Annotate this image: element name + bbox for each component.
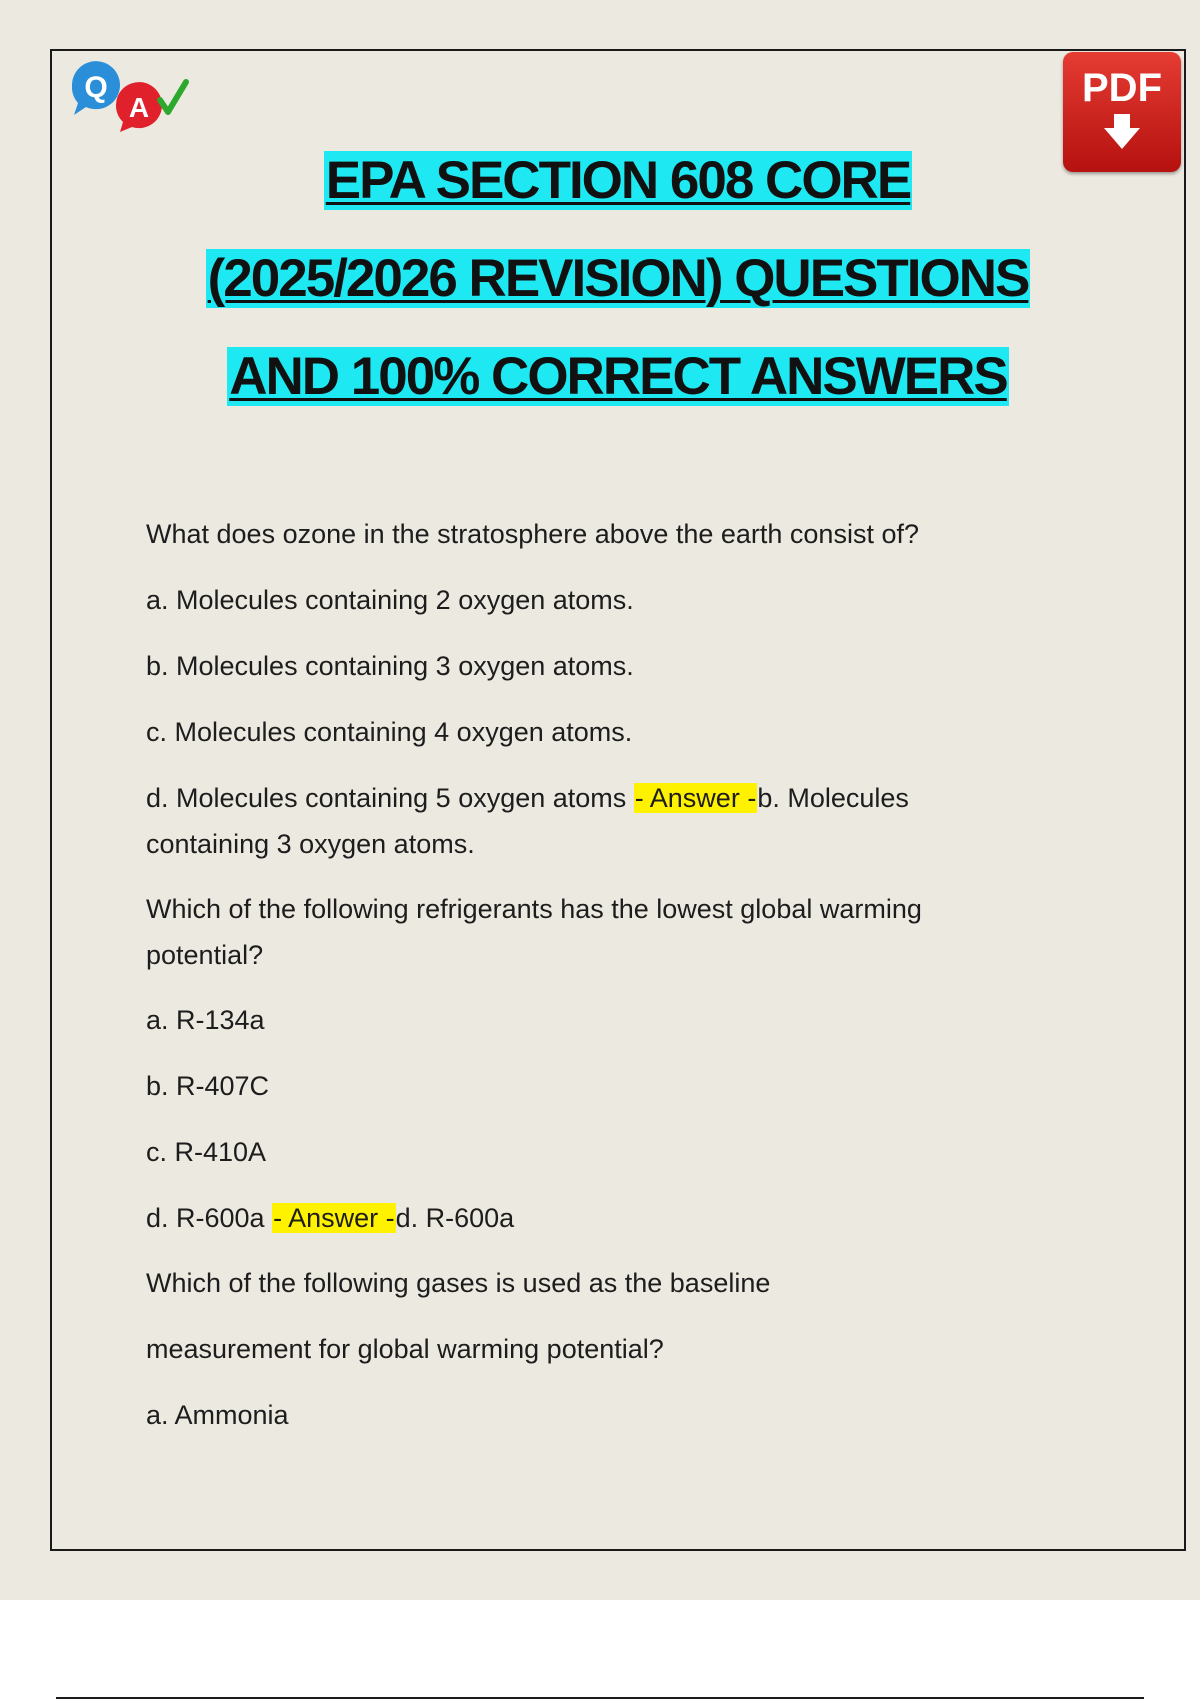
option-2c: c. R-410A [146, 1137, 267, 1167]
option-1d [146, 782, 1046, 814]
option-2a: a. R-134a [146, 1005, 265, 1035]
question-3-line-2: measurement for global warming potential? [146, 1334, 664, 1364]
option-2d-text: d. R-600a [146, 1203, 273, 1233]
download-arrow-icon [1102, 114, 1142, 150]
question-3-line-1: Which of the following gases is used as the baseline [146, 1268, 771, 1298]
title-line-1: EPA SECTION 608 CORE [325, 151, 911, 210]
qa-logo-icon [64, 56, 194, 132]
option-2d [146, 1202, 1046, 1234]
answer-1-continued: containing 3 oxygen atoms. [146, 829, 475, 859]
option-1a: a. Molecules containing 2 oxygen atoms. [146, 585, 634, 615]
title-line-2: (2025/2026 REVISION) QUESTIONS [207, 249, 1029, 308]
option-1c: c. Molecules containing 4 oxygen atoms. [146, 717, 633, 747]
option-1d-text: d. Molecules containing 5 oxygen atoms [146, 783, 634, 813]
logo-a-letter: A [128, 92, 150, 123]
question-2-line-1: Which of the following refrigerants has the lowest global warming [146, 894, 922, 924]
answer-2: d. R-600a [395, 1203, 515, 1233]
pdf-label: PDF [1082, 66, 1162, 110]
bottom-rule [56, 1697, 1144, 1699]
question-2-line-2: potential? [146, 940, 264, 970]
logo-q-letter: Q [84, 71, 108, 104]
answer-1: b. Molecules [757, 783, 909, 813]
option-2b: b. R-407C [146, 1071, 270, 1101]
question-1: What does ozone in the stratosphere above the earth consist of? [146, 519, 919, 549]
answer-marker-2: - Answer - [273, 1203, 395, 1233]
option-3a: a. Ammonia [146, 1400, 289, 1430]
title-line-3: AND 100% CORRECT ANSWERS [229, 347, 1007, 406]
option-1b: b. Molecules containing 3 oxygen atoms. [146, 651, 634, 681]
answer-marker-1: - Answer - [634, 783, 757, 813]
